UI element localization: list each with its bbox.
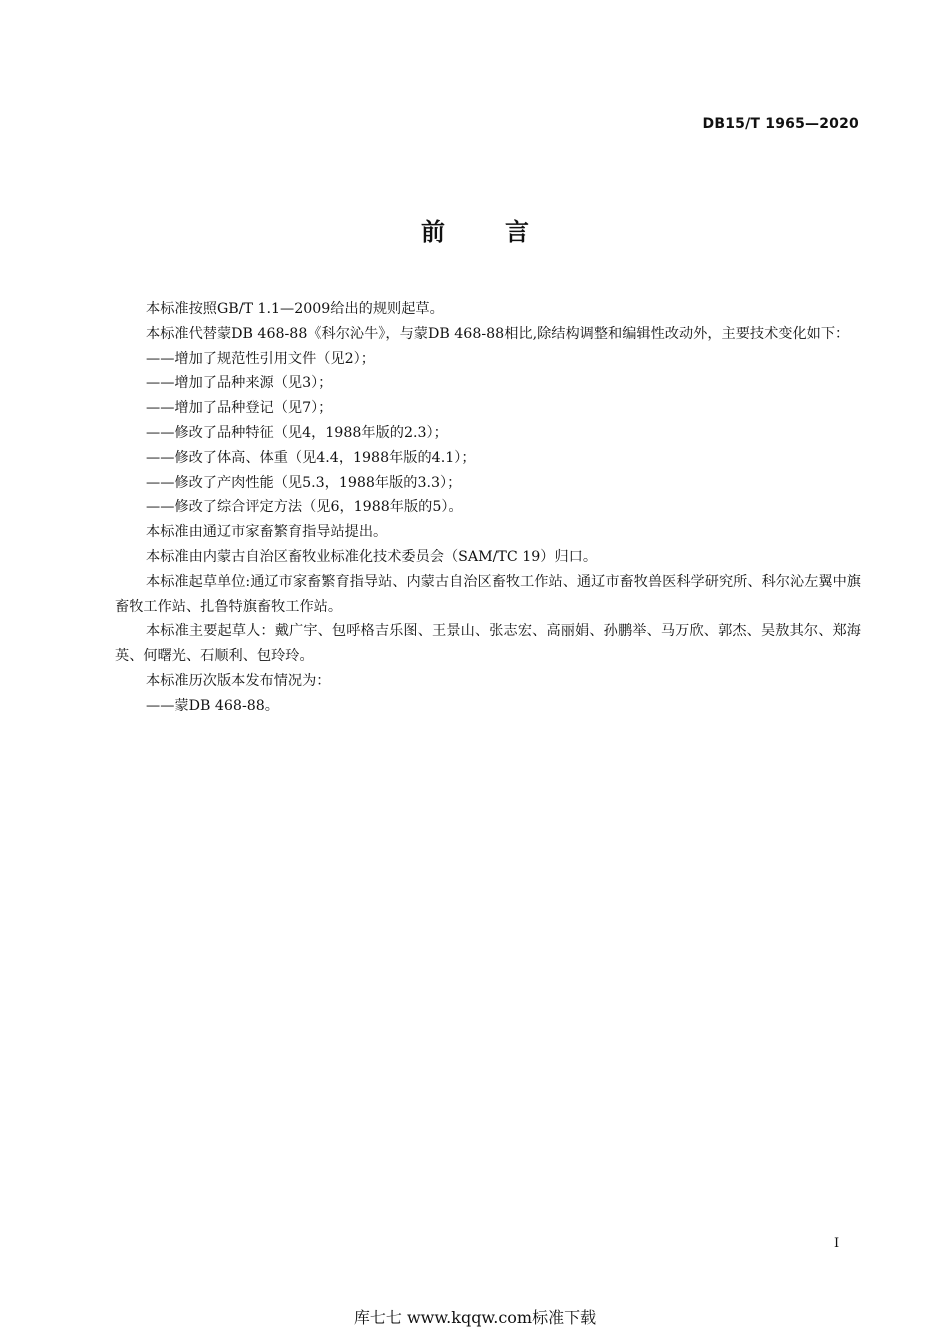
- change-item: ——修改了品种特征（见4，1988年版的2.3）；: [146, 424, 448, 441]
- change-item: ——修改了体高、体重（见4.4，1988年版的4.1）；: [146, 449, 476, 466]
- paragraph-drafters: 本标准主要起草人：戴广宇、包呼格吉乐图、王景山、张志宏、高丽娟、孙鹏举、马万欣、郭杰、吴敖其尔、郑海英、何曙光、石顺利、包玲玲。: [115, 623, 861, 665]
- change-item: ——增加了品种登记（见7）；: [146, 400, 333, 417]
- paragraph-replacement: 本标准代替蒙DB 468-88《科尔沁牛》，与蒙DB 468-88相比,除结构调整和编辑性改动外，主要技术变化如下：: [146, 325, 850, 342]
- change-item: ——修改了综合评定方法（见6，1988年版的5）。: [146, 499, 463, 516]
- change-item: ——修改了产肉性能（见5.3，1988年版的3.3）；: [146, 474, 462, 491]
- change-item: ——增加了规范性引用文件（见2）；: [146, 350, 375, 367]
- section-title: 前言: [421, 218, 589, 246]
- history-item: ——蒙DB 468-88。: [146, 697, 279, 714]
- paragraph-committee: 本标准由内蒙古自治区畜牧业标准化技术委员会（SAM/TC 19）归口。: [146, 548, 598, 565]
- footer-watermark: 库七七 www.kqqw.com标准下载: [353, 1308, 597, 1327]
- document-code: DB15/T 1965—2020: [702, 116, 859, 132]
- paragraph-history: 本标准历次版本发布情况为：: [146, 672, 331, 689]
- paragraph-drafting-units: 本标准起草单位:通辽市家畜繁育指导站、内蒙古自治区畜牧工作站、通辽市畜牧兽医科学研究所、科尔沁左翼中旗畜牧工作站、扎鲁特旗畜牧工作站。: [115, 573, 861, 615]
- paragraph-drafting-rules: 本标准按照GB/T 1.1—2009给出的规则起草。: [146, 301, 444, 317]
- document-body: [115, 297, 861, 719]
- page-number: I: [834, 1236, 840, 1251]
- paragraph-proposer: 本标准由通辽市家畜繁育指导站提出。: [146, 524, 388, 541]
- change-item: ——增加了品种来源（见3）；: [146, 375, 333, 392]
